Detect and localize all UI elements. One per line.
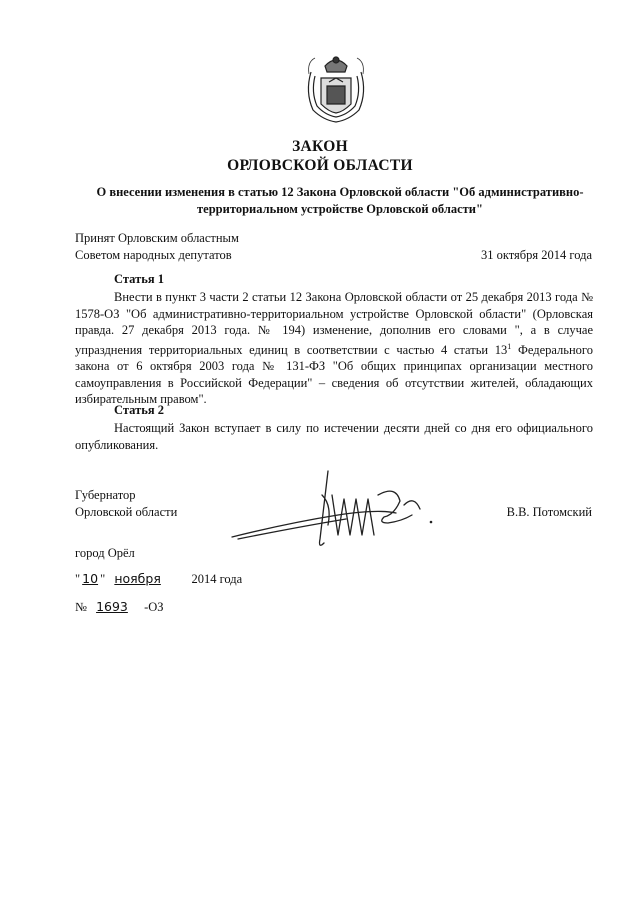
signing-day: 10	[82, 571, 99, 586]
article1-text-part1: Внести в пункт 3 части 2 статьи 12 Закона Орловской области от 25 декабря 2013 года № 1578-ОЗ "Об административно-территориальном устройстве Орловской области" (Орловская правда. 27 декабря 2013 года. № 194) изменение, дополнив его словами ", а в случае упразднения территориальных единиц в соответствии с частью 4 статьи 13	[75, 290, 593, 357]
date-quote-close: "	[100, 572, 106, 586]
law-number-line	[75, 598, 164, 616]
subtitle-line2: территориальном устройстве Орловской области"	[197, 202, 483, 216]
article2-heading: Статья 2	[114, 403, 164, 417]
article1-superscript: 1	[507, 341, 512, 351]
document-title-line1: ЗАКОН	[292, 138, 348, 155]
signing-year: 2014 года	[191, 572, 243, 586]
article1-text	[75, 289, 593, 408]
adoption-line2: Советом народных депутатов	[75, 248, 232, 262]
article1-text-part2: Федерального закона от 6 октября 2003 года № 131-ФЗ "Об общих принципах организации местного самоуправления в Российской Федерации" – сведения об отсутствии жителей, обладающих избирательным правом".	[75, 342, 593, 407]
law-number: 1693	[96, 599, 128, 614]
handwritten-signature	[228, 465, 448, 555]
date-quote-open: "	[75, 572, 81, 586]
signing-month: ноября	[114, 571, 161, 586]
article1-heading: Статья 1	[114, 272, 164, 286]
signatory-position	[75, 487, 177, 521]
signatory-name: В.В. Потомский	[506, 505, 592, 519]
signatory-position-line2: Орловской области	[75, 505, 178, 519]
law-number-suffix: -ОЗ	[144, 600, 164, 614]
city-of-signing: город Орёл	[75, 546, 135, 560]
article2-text: Настоящий Закон вступает в силу по истечении десяти дней со дня его официального опубликования.	[75, 421, 593, 452]
signing-date-line	[75, 570, 242, 588]
adoption-date: 31 октября 2014 года	[480, 248, 592, 262]
subtitle-line1: О внесении изменения в статью 12 Закона Орловской области "Об административно-	[96, 185, 584, 199]
signatory-position-line1: Губернатор	[75, 488, 136, 502]
law-number-prefix: №	[75, 600, 87, 614]
document-subtitle	[80, 184, 600, 218]
adoption-block	[75, 230, 239, 264]
adoption-line1: Принят Орловским областным	[75, 231, 239, 245]
coat-of-arms-emblem	[303, 52, 369, 124]
document-title-line2: ОРЛОВСКОЙ ОБЛАСТИ	[227, 157, 413, 174]
